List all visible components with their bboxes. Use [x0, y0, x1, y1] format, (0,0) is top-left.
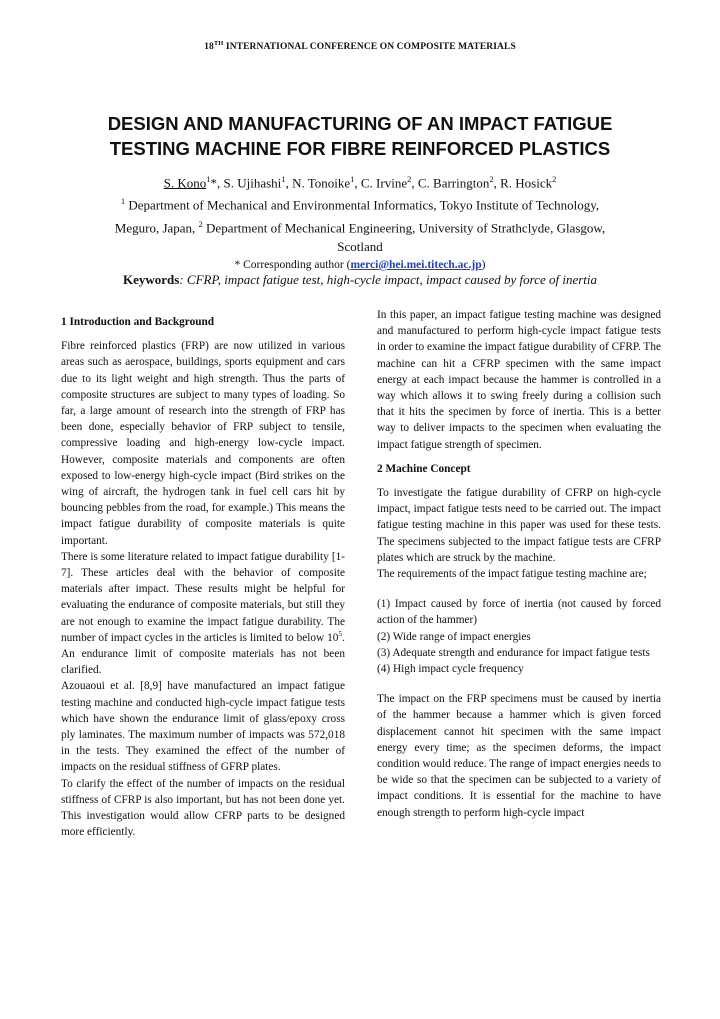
list-item: (2) Wide range of impact energies: [377, 630, 531, 643]
author-separator: *,: [210, 175, 224, 191]
author-separator: ,: [493, 175, 501, 191]
list-item: (4) High impact cycle frequency: [377, 663, 524, 676]
author-separator: ,: [285, 175, 293, 191]
author-name: C. Irvine: [360, 175, 408, 191]
affiliation-mark: 1: [120, 196, 126, 207]
left-column: [61, 314, 345, 841]
body-paragraph: In this paper, an impact fatigue testing machine was designed and manufactured to perform high-cycle impact fatigue tests in order to examine the impact fatigue durability of CFRP. The machine can hit a CFRP specimen with the same impact energy at each impact because the hammer is controlled in a way which allows it to swing freely during a collision such that it hits the specimen by force of inertia. This is a better way to deliver impacts to the specimen when evaluating the impact fatigue strength of specimen.: [377, 309, 661, 451]
ordinal-suffix: TH: [213, 40, 224, 47]
affiliation-line-1: [40, 192, 680, 214]
affiliation-line-3: Scotland: [337, 238, 383, 254]
author-name: N. Tonoike: [292, 175, 351, 191]
paper-title: [60, 111, 660, 161]
section-heading: 1 Introduction and Background: [61, 316, 215, 328]
list-item: (3) Adequate strength and endurance for impact fatigue tests: [377, 646, 650, 659]
body-paragraph: The impact on the FRP specimens must be caused by inertia of the hammer because a hammer which is given forced displacement cannot hit specimen with the same impact energy every time; as the specimen deforms, the impact condition would reduce. The range of impact energies needs to be wide so that the specimen can be subjected to a variety of impact conditions. It is essential for the machine to have enough strength to perform high-cycle impact: [377, 693, 661, 819]
email-link[interactable]: merci@hei.mei.titech.ac.jp: [350, 258, 482, 271]
corresponding-suffix: ): [481, 258, 486, 271]
paragraph-text: There is some literature related to impact fatigue durability [1-7]. These articles deal with the behavior of composite materials after impact. These results might be helpful for evaluating the endurance of composite materials, but still they are not enough to examine the impact fatigue durability. The number of impact cycles in the articles is limited to below 10: [61, 550, 345, 644]
corresponding-prefix: * Corresponding author (: [234, 258, 351, 271]
paragraph-text: . An endurance limit of composite materials has not been clarified.: [61, 631, 345, 677]
author-name: C. Barrington: [417, 175, 490, 191]
author-affiliation-mark: 2: [489, 174, 494, 184]
body-paragraph: The requirements of the impact fatigue testing machine are;: [377, 568, 647, 581]
author-name: S. Kono: [163, 175, 207, 191]
body-paragraph: To investigate the fatigue durability of CFRP on high-cycle impact, impact fatigue tests need to be carried out. The impact fatigue testing machine in this paper was used for these tests. The specimens subjected to the impact fatigue tests are CFRP plates which are struck by the machine.: [377, 487, 661, 564]
keywords-text: : CFRP, impact fatigue test, high-cycle impact, impact caused by force of inertia: [179, 272, 598, 287]
body-paragraph: To clarify the effect of the number of impacts on the residual stiffness of CFRP is also important, but has not been done yet. This investigation would allow CFRP parts to be designed more efficiently.: [61, 777, 345, 839]
body-paragraph: Azouaoui et al. [8,9] have manufactured an impact fatigue testing machine and conducted high-cycle impact fatigue tests which have shown the endurance limit of glass/epoxy cross ply laminates. The maximum number of impacts was 572,018 in the tests. They examined the effect of the number of impacts on the residual stiffness of GFRP plates.: [61, 680, 345, 774]
author-affiliation-mark: 1: [281, 174, 286, 184]
author-affiliation-mark: 2: [407, 174, 412, 184]
list-item: (1) Impact caused by force of inertia (not caused by forced action of the hammer): [377, 598, 661, 627]
keywords-line: [40, 272, 680, 288]
title-line-1: DESIGN AND MANUFACTURING OF AN IMPACT FATIGUE: [107, 113, 613, 134]
author-name: R. Hosick: [500, 175, 553, 191]
author-block: [40, 170, 680, 275]
author-affiliation-mark: 1: [206, 174, 211, 184]
exponent: 5: [338, 629, 343, 639]
section-heading: 2 Machine Concept: [377, 462, 471, 475]
author-separator: ,: [354, 175, 361, 191]
conference-name: INTERNATIONAL CONFERENCE ON COMPOSITE MATERIALS: [223, 42, 516, 53]
author-affiliation-mark: 2: [552, 174, 557, 184]
conference-ordinal: 18: [204, 42, 214, 53]
author-name: S. Ujihashi: [223, 175, 282, 191]
running-header: [0, 40, 720, 52]
affiliation-text: Meguro, Japan,: [114, 219, 199, 235]
right-column: [377, 307, 661, 821]
affiliation-line-2: [40, 215, 680, 237]
affiliation-mark: 2: [198, 218, 203, 229]
affiliation-text: Department of Mechanical and Environmental Informatics, Tokyo Institute of Technology,: [125, 197, 600, 213]
body-paragraph: Fibre reinforced plastics (FRP) are now utilized in various areas such as aerospace, buildings, sports equipment and cars due to its light weight and high strength. Thus the parts of composite structures are subject to many types of loading. So far, a large amount of research into the strength of FRP has been done, especially behavior of FRP subject to tensile, compressive loading and high-energy low-cycle impact. However, composite materials and components are often exposed to low-energy high-cycle impact (Bird strikes on the wing of aircraft, the hydrogen tank in fuel cell cars hit by bouncing pebbles from the road, for example.) This means the impact fatigue durability of composite materials is quite important.: [61, 340, 345, 547]
body-paragraph: [61, 549, 345, 679]
title-line-2: TESTING MACHINE FOR FIBRE REINFORCED PLASTICS: [109, 138, 611, 159]
keywords-label: Keywords: [122, 272, 180, 287]
author-separator: ,: [411, 175, 418, 191]
author-list: [40, 170, 680, 192]
affiliation-text: Department of Mechanical Engineering, University of Strathclyde, Glasgow,: [202, 219, 606, 235]
requirements-list: [377, 596, 661, 677]
author-affiliation-mark: 1: [350, 174, 355, 184]
